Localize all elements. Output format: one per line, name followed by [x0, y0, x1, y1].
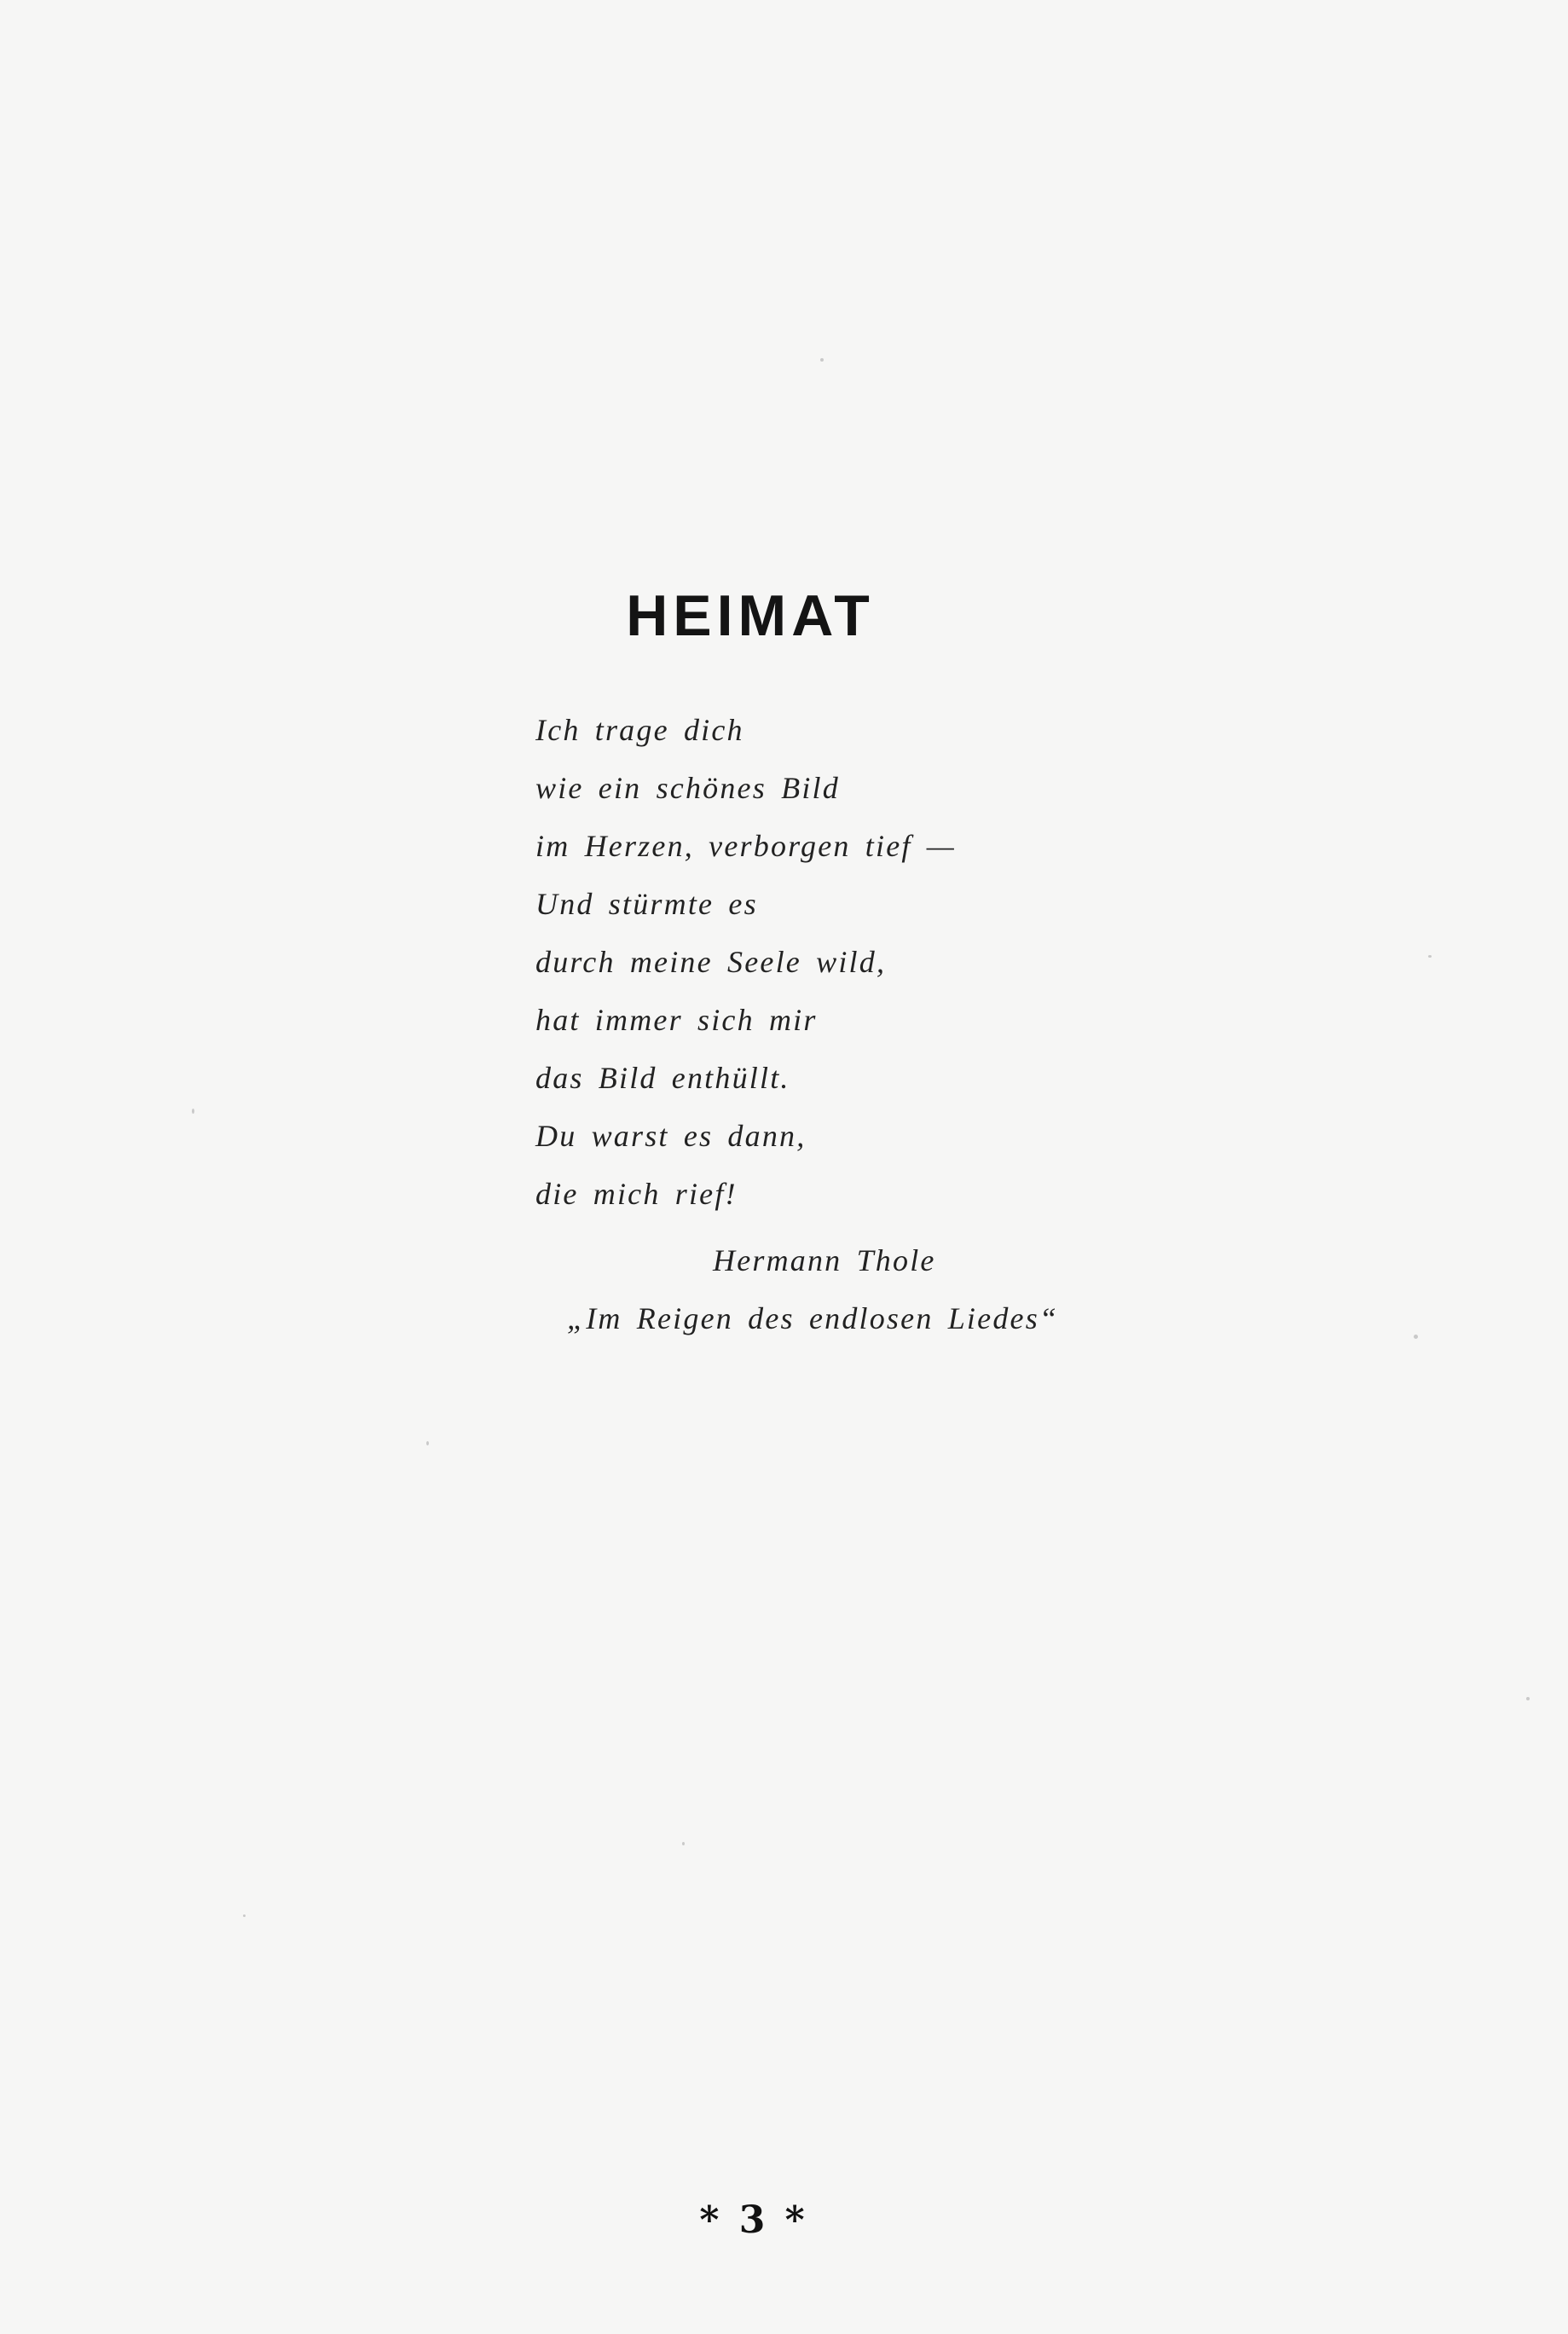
poem-author: Hermann Thole [713, 1243, 936, 1277]
page-number: * 3 * [699, 2198, 808, 2242]
poem-line: Und stürmte es [535, 887, 758, 921]
poem-line: wie ein schönes Bild [535, 771, 840, 805]
poem-line: das Bild enthüllt. [535, 1061, 790, 1095]
poem-source: „Im Reigen des endlosen Liedes“ [567, 1301, 1059, 1335]
poem-line: Ich trage dich [535, 713, 744, 747]
paper-speck [192, 1109, 194, 1114]
poem-title: HEIMAT [626, 583, 875, 648]
poem-line: Du warst es dann, [535, 1119, 807, 1153]
poem-line: im Herzen, verborgen tief — [535, 829, 956, 863]
paper-speck [1414, 1335, 1418, 1339]
poem-line: die mich rief! [535, 1177, 738, 1211]
paper-speck [1428, 955, 1432, 958]
paper-speck [1526, 1697, 1530, 1700]
poem-line: hat immer sich mir [535, 1003, 818, 1037]
poem-body [535, 701, 956, 1223]
paper-speck [426, 1441, 429, 1445]
paper-speck [682, 1842, 685, 1845]
paper-speck [820, 358, 824, 362]
paper-speck [243, 1914, 246, 1917]
poem-line: durch meine Seele wild, [535, 945, 887, 979]
